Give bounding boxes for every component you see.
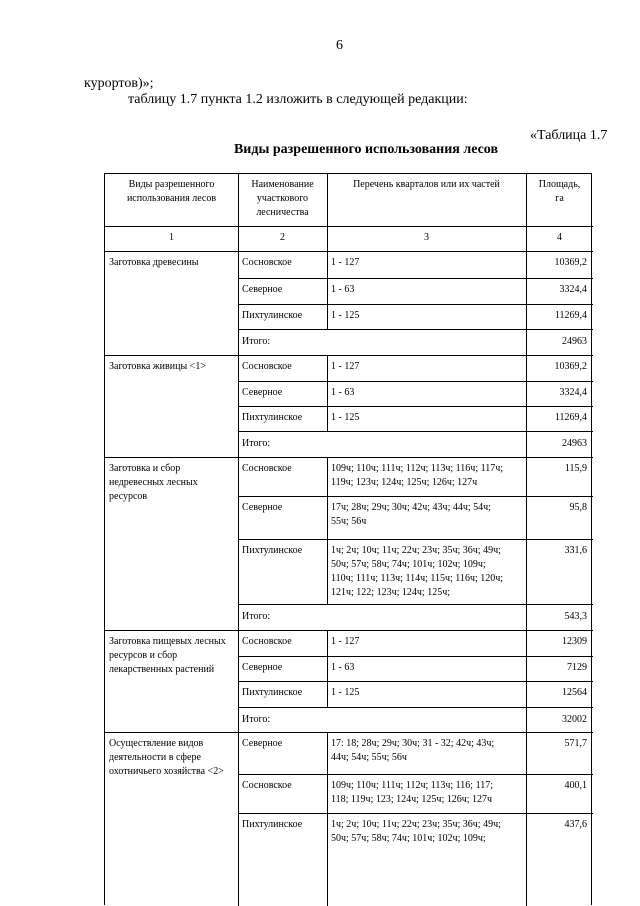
table-row-border <box>238 774 593 775</box>
total-area: 24963 <box>562 336 587 347</box>
quarters-cell-line: 1 - 125 <box>331 687 360 698</box>
table-row-border <box>238 496 593 497</box>
quarters-cell <box>331 411 522 425</box>
area-cell: 115,9 <box>564 463 587 474</box>
quarters-cell-line: 118; 119ч; 123; 124ч; 125ч; 126ч; 127ч <box>331 794 493 805</box>
area-cell: 10369,2 <box>554 257 587 268</box>
area-cell: 10369,2 <box>554 361 587 372</box>
district-cell: Пихтулинское <box>242 687 303 698</box>
district-cell: Северное <box>242 738 283 749</box>
column-number: 1 <box>169 232 174 243</box>
table-row-border <box>238 813 593 814</box>
use-type-cell <box>109 737 234 779</box>
district-cell: Сосновское <box>242 257 292 268</box>
header-area-line: га <box>555 193 564 204</box>
quarters-cell <box>331 386 522 400</box>
district-cell: Пихтулинское <box>242 310 303 321</box>
table-row-border <box>105 630 593 631</box>
quarters-cell <box>331 779 522 807</box>
table-row-border <box>238 329 593 330</box>
total-label: Итого: <box>242 438 271 449</box>
use-type-cell <box>109 462 234 504</box>
total-label: Итого: <box>242 714 271 725</box>
table-row-border <box>105 732 593 733</box>
use-type-cell-line: ресурсов <box>109 491 148 502</box>
table-row-border <box>238 539 593 540</box>
quarters-cell <box>331 635 522 649</box>
quarters-cell <box>331 360 522 374</box>
use-type-cell-line: Заготовка пищевых лесных <box>109 636 226 647</box>
district-cell: Сосновское <box>242 463 292 474</box>
quarters-cell-line: 1 - 127 <box>331 361 360 372</box>
total-label: Итого: <box>242 336 271 347</box>
quarters-cell <box>331 818 522 846</box>
quarters-cell-line: 1 - 125 <box>331 310 360 321</box>
table-row-border <box>238 406 593 407</box>
quarters-cell-line: 1 - 63 <box>331 662 355 673</box>
quarters-cell-line: 121ч; 122; 123ч; 124ч; 125ч; <box>331 587 451 598</box>
quarters-cell <box>331 462 522 490</box>
table-column-border <box>526 174 527 906</box>
permitted-use-table <box>104 173 592 905</box>
district-cell: Пихтулинское <box>242 819 303 830</box>
table-column-border <box>327 174 328 329</box>
column-number: 3 <box>424 232 429 243</box>
district-cell: Северное <box>242 284 283 295</box>
area-cell: 95,8 <box>569 502 587 513</box>
area-cell: 11269,4 <box>554 412 587 423</box>
table-reference: «Таблица 1.7 <box>530 128 608 143</box>
table-column-border <box>327 355 328 431</box>
district-cell: Северное <box>242 502 283 513</box>
table-row-border <box>238 431 593 432</box>
district-cell: Пихтулинское <box>242 545 303 556</box>
quarters-cell <box>331 501 522 529</box>
table-title: Виды разрешенного использования лесов <box>233 142 499 157</box>
intro-line-1: курортов)»; <box>84 76 154 91</box>
quarters-cell-line: 1ч; 2ч; 10ч; 11ч; 22ч; 23ч; 35ч; 36ч; 49ч; <box>331 819 501 830</box>
use-type-cell-line: ресурсов и сбор <box>109 650 178 661</box>
table-row-border <box>238 304 593 305</box>
quarters-cell <box>331 661 522 675</box>
use-type-cell-line: охотничьего хозяйства <2> <box>109 766 224 777</box>
quarters-cell-line: 109ч; 110ч; 111ч; 112ч; 113ч; 116; 117; <box>331 780 493 791</box>
quarters-cell-line: 119ч; 123ч; 124ч; 125ч; 126ч; 127ч <box>331 477 478 488</box>
page-number: 6 <box>336 38 343 53</box>
use-type-cell-line: Заготовка и сбор <box>109 463 181 474</box>
header-quarters <box>331 178 522 192</box>
header-use-type-line: использования лесов <box>126 193 217 204</box>
total-area: 32002 <box>562 714 587 725</box>
use-type-cell-line: Заготовка древесины <box>109 257 199 268</box>
quarters-cell <box>331 686 522 700</box>
quarters-cell <box>331 283 522 297</box>
table-column-border <box>327 732 328 906</box>
quarters-cell-line: 1 - 63 <box>331 284 355 295</box>
header-use-type-line: Виды разрешенного <box>128 179 215 190</box>
total-label: Итого: <box>242 611 271 622</box>
quarters-cell <box>331 256 522 270</box>
table-row-border <box>238 604 593 605</box>
table-row-border <box>238 656 593 657</box>
use-type-cell-line: Заготовка живицы <1> <box>109 361 206 372</box>
district-cell: Сосновское <box>242 780 292 791</box>
quarters-cell-line: 50ч; 57ч; 58ч; 74ч; 101ч; 102ч; 109ч; <box>331 559 486 570</box>
header-area <box>530 178 589 206</box>
table-column-border <box>327 457 328 604</box>
quarters-cell-line: 17ч; 28ч; 29ч; 30ч; 42ч; 43ч; 44ч; 54ч; <box>331 502 491 513</box>
quarters-cell-line: 110ч; 111ч; 113ч; 114ч; 115ч; 116ч; 120ч; <box>331 573 504 584</box>
district-cell: Сосновское <box>242 361 292 372</box>
area-cell: 11269,4 <box>554 310 587 321</box>
district-cell: Северное <box>242 662 283 673</box>
use-type-cell-line: недревесных лесных <box>109 477 198 488</box>
header-district-line: лесничества <box>256 207 309 218</box>
use-type-cell-line: деятельности в сфере <box>109 752 201 763</box>
area-cell: 437,6 <box>564 819 587 830</box>
area-cell: 331,6 <box>564 545 587 556</box>
district-cell: Сосновское <box>242 636 292 647</box>
header-district <box>242 178 323 220</box>
use-type-cell <box>109 256 234 270</box>
header-quarters-line: Перечень кварталов или их частей <box>353 179 500 190</box>
area-cell: 3324,4 <box>559 387 587 398</box>
table-column-border <box>238 174 239 906</box>
quarters-cell-line: 55ч; 56ч <box>331 516 367 527</box>
quarters-cell-line: 109ч; 110ч; 111ч; 112ч; 113ч; 116ч; 117ч; <box>331 463 504 474</box>
quarters-cell-line: 1 - 127 <box>331 257 360 268</box>
area-cell: 400,1 <box>564 780 587 791</box>
use-type-cell <box>109 635 234 677</box>
area-cell: 7129 <box>567 662 587 673</box>
quarters-cell-line: 1 - 127 <box>331 636 360 647</box>
table-row-border <box>238 278 593 279</box>
quarters-cell-line: 17: 18; 28ч; 29ч; 30ч; 31 - 32; 42ч; 43ч; <box>331 738 495 749</box>
quarters-cell-line: 1 - 125 <box>331 412 360 423</box>
district-cell: Пихтулинское <box>242 412 303 423</box>
use-type-cell-line: Осуществление видов <box>109 738 204 749</box>
column-number: 2 <box>280 232 285 243</box>
table-row-border <box>238 381 593 382</box>
quarters-cell-line: 1 - 63 <box>331 387 355 398</box>
header-district-line: участкового <box>256 193 309 204</box>
column-number: 4 <box>557 232 562 243</box>
quarters-cell-line: 1ч; 2ч; 10ч; 11ч; 22ч; 23ч; 35ч; 36ч; 49ч; <box>331 545 501 556</box>
area-cell: 571,7 <box>564 738 587 749</box>
header-district-line: Наименование <box>251 179 314 190</box>
use-type-cell-line: лекарственных растений <box>109 664 215 675</box>
quarters-cell <box>331 544 522 600</box>
total-area: 543,3 <box>564 611 587 622</box>
quarters-cell <box>331 737 522 765</box>
table-column-border <box>327 630 328 707</box>
intro-line-2: таблицу 1.7 пункта 1.2 изложить в следующей редакции: <box>128 92 468 107</box>
header-area-line: Площадь, <box>538 179 581 190</box>
header-use-type <box>109 178 234 206</box>
quarters-cell-line: 44ч; 54ч; 55ч; 56ч <box>331 752 407 763</box>
area-cell: 12309 <box>562 636 587 647</box>
area-cell: 12564 <box>562 687 587 698</box>
quarters-cell <box>331 309 522 323</box>
table-row-border <box>105 226 593 227</box>
quarters-cell-line: 50ч; 57ч; 58ч; 74ч; 101ч; 102ч; 109ч; <box>331 833 486 844</box>
table-row-border <box>105 251 593 252</box>
use-type-cell <box>109 360 234 374</box>
table-row-border <box>105 457 593 458</box>
district-cell: Северное <box>242 387 283 398</box>
table-row-border <box>238 707 593 708</box>
table-row-border <box>105 355 593 356</box>
area-cell: 3324,4 <box>559 284 587 295</box>
table-row-border <box>238 681 593 682</box>
total-area: 24963 <box>562 438 587 449</box>
